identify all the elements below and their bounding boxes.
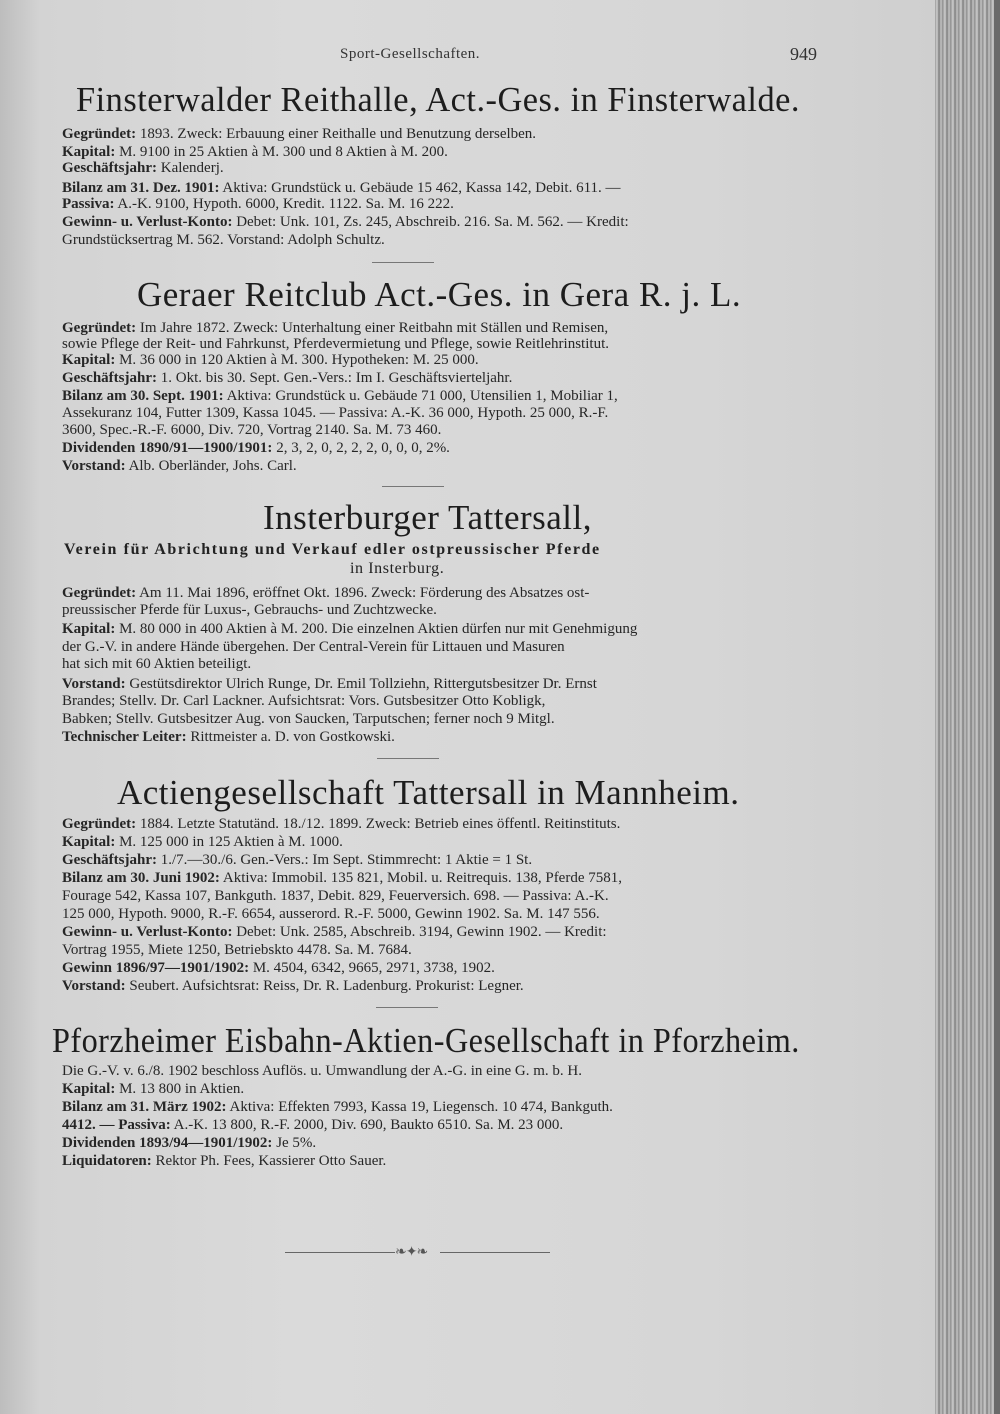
text-line: Vorstand: Alb. Oberländer, Johs. Carl.	[62, 458, 297, 474]
end-ornament-rule-left	[285, 1252, 395, 1253]
section-title-gera: Geraer Reitclub Act.-Ges. in Gera R. j. L.	[137, 275, 742, 314]
text-line: Kapital: M. 9100 in 25 Aktien à M. 300 und 8 Aktien à M. 200.	[62, 144, 448, 160]
text-line: Gegründet: 1884. Letzte Statutänd. 18./12. 1899. Zweck: Betrieb eines öffentl. Reitinstituts.	[62, 816, 621, 832]
section-subtitle-location: in Insterburg.	[350, 560, 445, 577]
text-line: Bilanz am 31. Dez. 1901: Aktiva: Grundstück u. Gebäude 15 462, Kassa 142, Debit. 611. —	[62, 180, 621, 196]
text-line: Kapital: M. 13 800 in Aktien.	[62, 1081, 245, 1097]
text-line: 125 000, Hypoth. 9000, R.-F. 6654, ausserord. R.-F. 5000, Gewinn 1902. Sa. M. 147 556.	[62, 906, 600, 922]
text-line: Vorstand: Gestütsdirektor Ulrich Runge, Dr. Emil Tollziehn, Rittergutsbesitzer Dr. Ernst	[62, 676, 597, 692]
text-line: Kapital: M. 36 000 in 120 Aktien à M. 300. Hypotheken: M. 25 000.	[62, 352, 479, 368]
text-line: Fourage 542, Kassa 107, Bankguth. 1837, Debit. 829, Feuerversich. 698. — Passiva: A.-K.	[62, 888, 609, 904]
text-line: Grundstücksertrag M. 562. Vorstand: Adolph Schultz.	[62, 232, 385, 248]
text-line: Assekuranz 104, Futter 1309, Kassa 1045. — Passiva: A.-K. 36 000, Hypoth. 25 000, R.-F.	[62, 405, 609, 421]
text-line: Kapital: M. 125 000 in 125 Aktien à M. 1000.	[62, 834, 343, 850]
section-title-mannheim: Actiengesellschaft Tattersall in Mannheim.	[117, 773, 740, 812]
text-line: Bilanz am 30. Juni 1902: Aktiva: Immobil. 135 821, Mobil. u. Reitrequis. 138, Pferde 7581,	[62, 870, 622, 886]
text-line: Gegründet: Am 11. Mai 1896, eröffnet Okt. 1896. Zweck: Förderung des Absatzes ost-	[62, 585, 590, 601]
book-binding-shadow	[994, 0, 1000, 1414]
end-ornament-icon: ❧✦❧	[395, 1245, 428, 1260]
text-line: Geschäftsjahr: 1./7.—30./6. Gen.-Vers.: Im Sept. Stimmrecht: 1 Aktie = 1 St.	[62, 852, 533, 868]
text-line: Dividenden 1890/91—1900/1901: 2, 3, 2, 0, 2, 2, 2, 0, 0, 0, 2%.	[62, 440, 450, 456]
text-line: Die G.-V. v. 6./8. 1902 beschloss Auflös. u. Umwandlung der A.-G. in eine G. m. b. H.	[62, 1063, 582, 1079]
text-line: 3600, Spec.-R.-F. 6000, Div. 720, Vortrag 2140. Sa. M. 73 460.	[62, 422, 442, 438]
section-title-finsterwalde: Finsterwalder Reithalle, Act.-Ges. in Finsterwalde.	[76, 80, 801, 119]
text-line: sowie Pflege der Reit- und Fahrkunst, Pferdevermietung und Pflege, sowie Reitlehrinstitut.	[62, 336, 609, 352]
text-line: Gegründet: 1893. Zweck: Erbauung einer Reithalle und Benutzung derselben.	[62, 126, 537, 142]
end-ornament-rule-right	[440, 1252, 550, 1253]
section-divider	[376, 1007, 438, 1008]
section-title-pforzheim: Pforzheimer Eisbahn-Aktien-Gesellschaft in Pforzheim.	[52, 1021, 800, 1060]
section-divider	[372, 262, 434, 263]
text-line: Technischer Leiter: Rittmeister a. D. von Gostkowski.	[62, 729, 395, 745]
text-line: Gewinn 1896/97—1901/1902: M. 4504, 6342, 9665, 2971, 3738, 1902.	[62, 960, 495, 976]
text-line: preussischer Pferde für Luxus-, Gebrauchs- und Zuchtzwecke.	[62, 602, 437, 618]
text-line: Gewinn- u. Verlust-Konto: Debet: Unk. 101, Zs. 245, Abschreib. 216. Sa. M. 562. — Kredit:	[62, 214, 629, 230]
text-line: Babken; Stellv. Gutsbesitzer Aug. von Saucken, Tarputschen; ferner noch 9 Mitgl.	[62, 711, 555, 727]
text-line: 4412. — Passiva: A.-K. 13 800, R.-F. 2000, Div. 690, Baukto 6510. Sa. M. 23 000.	[62, 1117, 564, 1133]
text-line: hat sich mit 60 Aktien beteiligt.	[62, 656, 252, 672]
text-line: Kapital: M. 80 000 in 400 Aktien à M. 200. Die einzelnen Aktien dürfen nur mit Genehmigung	[62, 621, 638, 637]
section-divider	[382, 486, 444, 487]
text-line: Brandes; Stellv. Dr. Carl Lackner. Aufsichtsrat: Vors. Gutsbesitzer Otto Kobligk,	[62, 693, 546, 709]
text-line: Vorstand: Seubert. Aufsichtsrat: Reiss, Dr. R. Ladenburg. Prokurist: Legner.	[62, 978, 524, 994]
text-line: Bilanz am 30. Sept. 1901: Aktiva: Grundstück u. Gebäude 71 000, Utensilien 1, Mobiliar 1,	[62, 388, 618, 404]
text-line: Gegründet: Im Jahre 1872. Zweck: Unterhaltung einer Reitbahn mit Ställen und Remisen,	[62, 320, 609, 336]
text-line: Geschäftsjahr: Kalenderj.	[62, 160, 224, 176]
book-page-edges	[935, 0, 1000, 1414]
text-line: Liquidatoren: Rektor Ph. Fees, Kassierer Otto Sauer.	[62, 1153, 387, 1169]
text-line: Bilanz am 31. März 1902: Aktiva: Effekten 7993, Kassa 19, Liegensch. 10 474, Bankguth.	[62, 1099, 613, 1115]
text-line: Gewinn- u. Verlust-Konto: Debet: Unk. 2585, Abschreib. 3194, Gewinn 1902. — Kredit:	[62, 924, 607, 940]
text-line: Passiva: A.-K. 9100, Hypoth. 6000, Kredit. 1122. Sa. M. 16 222.	[62, 196, 454, 212]
section-subtitle: Verein für Abrichtung und Verkauf edler ostpreussischer Pferde	[64, 541, 601, 558]
page-number: 949	[790, 44, 817, 64]
text-line: Dividenden 1893/94—1901/1902: Je 5%.	[62, 1135, 317, 1151]
text-line: Geschäftsjahr: 1. Okt. bis 30. Sept. Gen.-Vers.: Im I. Geschäftsvierteljahr.	[62, 370, 513, 386]
section-divider	[377, 758, 439, 759]
text-line: der G.-V. in andere Hände übergehen. Der Central-Verein für Littauen und Masuren	[62, 639, 565, 655]
section-title-insterburg: Insterburger Tattersall,	[263, 498, 592, 537]
running-header: Sport-Gesellschaften.	[340, 46, 481, 62]
text-line: Vortrag 1955, Miete 1250, Betriebskto 4478. Sa. M. 7684.	[62, 942, 412, 958]
